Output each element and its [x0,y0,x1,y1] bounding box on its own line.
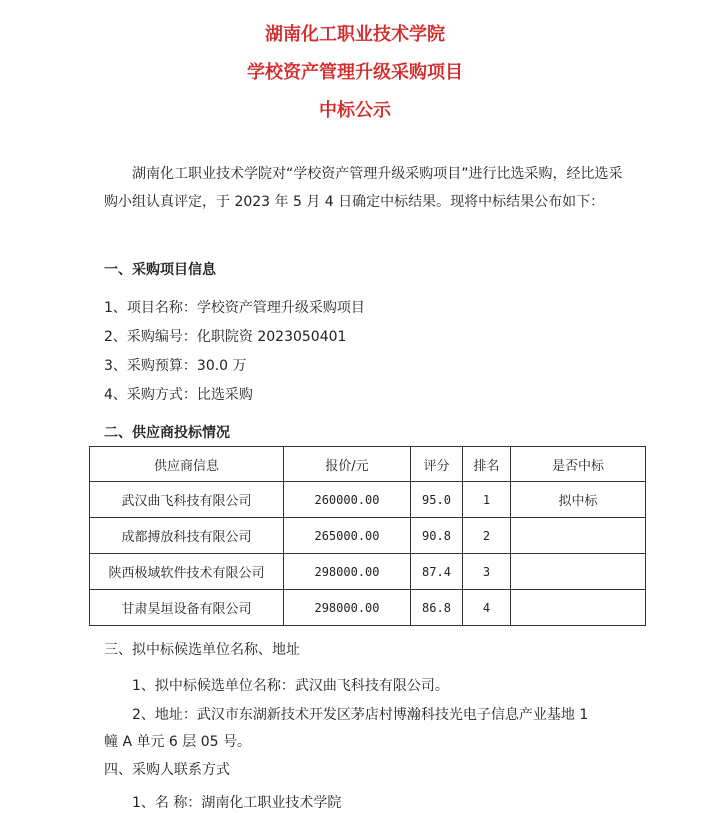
table-row [90,554,646,590]
section1-heading: 一、采购项目信息 [104,262,216,278]
notice-title: 中标公示 [319,100,391,121]
table-row [90,482,646,518]
header-supplier: 供应商信息 [90,447,284,482]
winning-cell [511,590,646,626]
rank-cell: 4 [463,590,511,626]
table-header-row [90,447,646,482]
candidate-name-item: 1、拟中标候选单位名称：武汉曲飞科技有限公司。 [132,678,449,694]
table-row [90,518,646,554]
winning-cell [511,518,646,554]
procurement-method-item: 4、采购方式：比选采购 [104,387,253,403]
header-rank: 排名 [463,447,511,482]
candidate-address-continuation: 幢 A 单元 6 层 05 号。 [104,734,251,750]
procurement-number-item: 2、采购编号：化职院资 2023050401 [104,329,347,345]
procurement-budget-item: 3、采购预算：30.0 万 [104,358,247,374]
intro-paragraph: 湖南化工职业技术学院对“学校资产管理升级采购项目”进行比选采购，经比选采购小组认真评定，于 2023 年 5 月 4 日确定中标结果。现将中标结果公布如下： [104,166,623,210]
section3-heading: 三、拟中标候选单位名称、地址 [104,642,300,658]
score-cell: 86.8 [411,590,463,626]
candidate-address-item: 2、地址：武汉市东湖新技术开发区茅店村博瀚科技光电子信息产业基地 1 [132,707,589,723]
section4-heading: 四、采购人联系方式 [104,762,230,778]
winning-cell [511,554,646,590]
section2-heading: 二、供应商投标情况 [104,425,230,441]
rank-cell: 3 [463,554,511,590]
supplier-cell: 成都搏放科技有限公司 [90,518,284,554]
header-score: 评分 [411,447,463,482]
price-cell: 260000.00 [284,482,411,518]
project-name-item: 1、项目名称：学校资产管理升级采购项目 [104,300,365,316]
document-title: 湖南化工职业技术学院 [265,24,445,45]
winning-cell: 拟中标 [511,482,646,518]
supplier-cell: 陕西极域软件技术有限公司 [90,554,284,590]
table-row [90,590,646,626]
price-cell: 298000.00 [284,554,411,590]
score-cell: 95.0 [411,482,463,518]
rank-cell: 2 [463,518,511,554]
header-winning: 是否中标 [511,447,646,482]
score-cell: 90.8 [411,518,463,554]
score-cell: 87.4 [411,554,463,590]
purchaser-name-item: 1、名 称：湖南化工职业技术学院 [132,795,342,811]
supplier-cell: 武汉曲飞科技有限公司 [90,482,284,518]
rank-cell: 1 [463,482,511,518]
price-cell: 298000.00 [284,590,411,626]
header-price: 报价/元 [284,447,411,482]
price-cell: 265000.00 [284,518,411,554]
supplier-cell: 甘肃昊垣设备有限公司 [90,590,284,626]
project-title: 学校资产管理升级采购项目 [247,62,463,83]
bid-table [89,446,646,626]
